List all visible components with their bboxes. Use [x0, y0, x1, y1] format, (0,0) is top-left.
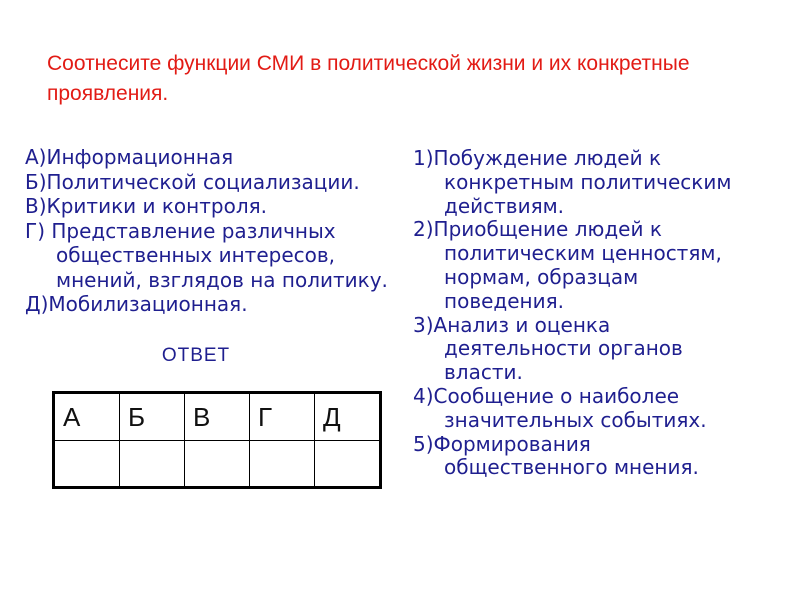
option-line: общественного мнения.	[444, 455, 699, 480]
slide-title: Соотнесите функции СМИ в политической жизни и их конкретные проявления.	[47, 52, 690, 105]
option-line: Д)Мобилизационная.	[25, 292, 248, 316]
answer-cell	[54, 441, 120, 488]
option-line: 3)Анализ и оценка	[413, 312, 611, 337]
option-line: власти.	[444, 360, 523, 385]
option-item	[413, 314, 791, 385]
answer-cell	[120, 441, 185, 488]
header-cell: В	[185, 393, 250, 441]
option-item	[413, 385, 791, 433]
option-line: действиям.	[444, 193, 565, 218]
options-list-numbers	[413, 147, 791, 480]
option-item	[413, 218, 791, 313]
option-item	[25, 219, 397, 293]
option-line: политическим ценностям,	[444, 241, 722, 266]
options-list-letters	[25, 145, 397, 317]
option-line: Г) Представление различных	[25, 218, 336, 243]
header-cell: А	[54, 393, 120, 441]
option-line: нормам, образцам	[444, 264, 639, 289]
option-item	[25, 292, 397, 317]
answer-cell	[185, 441, 250, 488]
option-line: значительных событиях.	[444, 407, 707, 432]
header-cell: Д	[315, 393, 381, 441]
option-line: деятельности органов	[444, 336, 683, 361]
answer-table	[52, 391, 382, 489]
answer-table-answer-row	[54, 441, 381, 488]
option-line: Б)Политической социализации.	[25, 169, 360, 194]
option-line: 1)Побуждение людей к	[413, 146, 662, 170]
option-item	[25, 170, 397, 195]
answer-cell	[250, 441, 315, 488]
answer-cell	[315, 441, 381, 488]
option-item	[413, 433, 791, 481]
option-line: общественных интересов,	[56, 243, 335, 267]
option-line: А)Информационная	[25, 145, 234, 169]
option-line: поведения.	[444, 288, 564, 313]
option-line: мнений, взглядов на политику.	[56, 267, 388, 292]
option-line: 4)Сообщение о наиболее	[413, 383, 680, 408]
option-line: В)Критики и контроля.	[25, 194, 268, 218]
header-cell: Г	[250, 393, 315, 441]
option-item	[25, 145, 397, 170]
answer-table-header-row	[54, 393, 381, 441]
answer-label: ОТВЕТ	[161, 345, 231, 366]
header-cell: Б	[120, 393, 185, 441]
option-item	[413, 147, 791, 218]
option-line: 2)Приобщение людей к	[413, 217, 662, 242]
option-item	[25, 194, 397, 219]
option-line: 5)Формирования	[413, 431, 591, 456]
option-line: конкретным политическим	[444, 169, 732, 194]
